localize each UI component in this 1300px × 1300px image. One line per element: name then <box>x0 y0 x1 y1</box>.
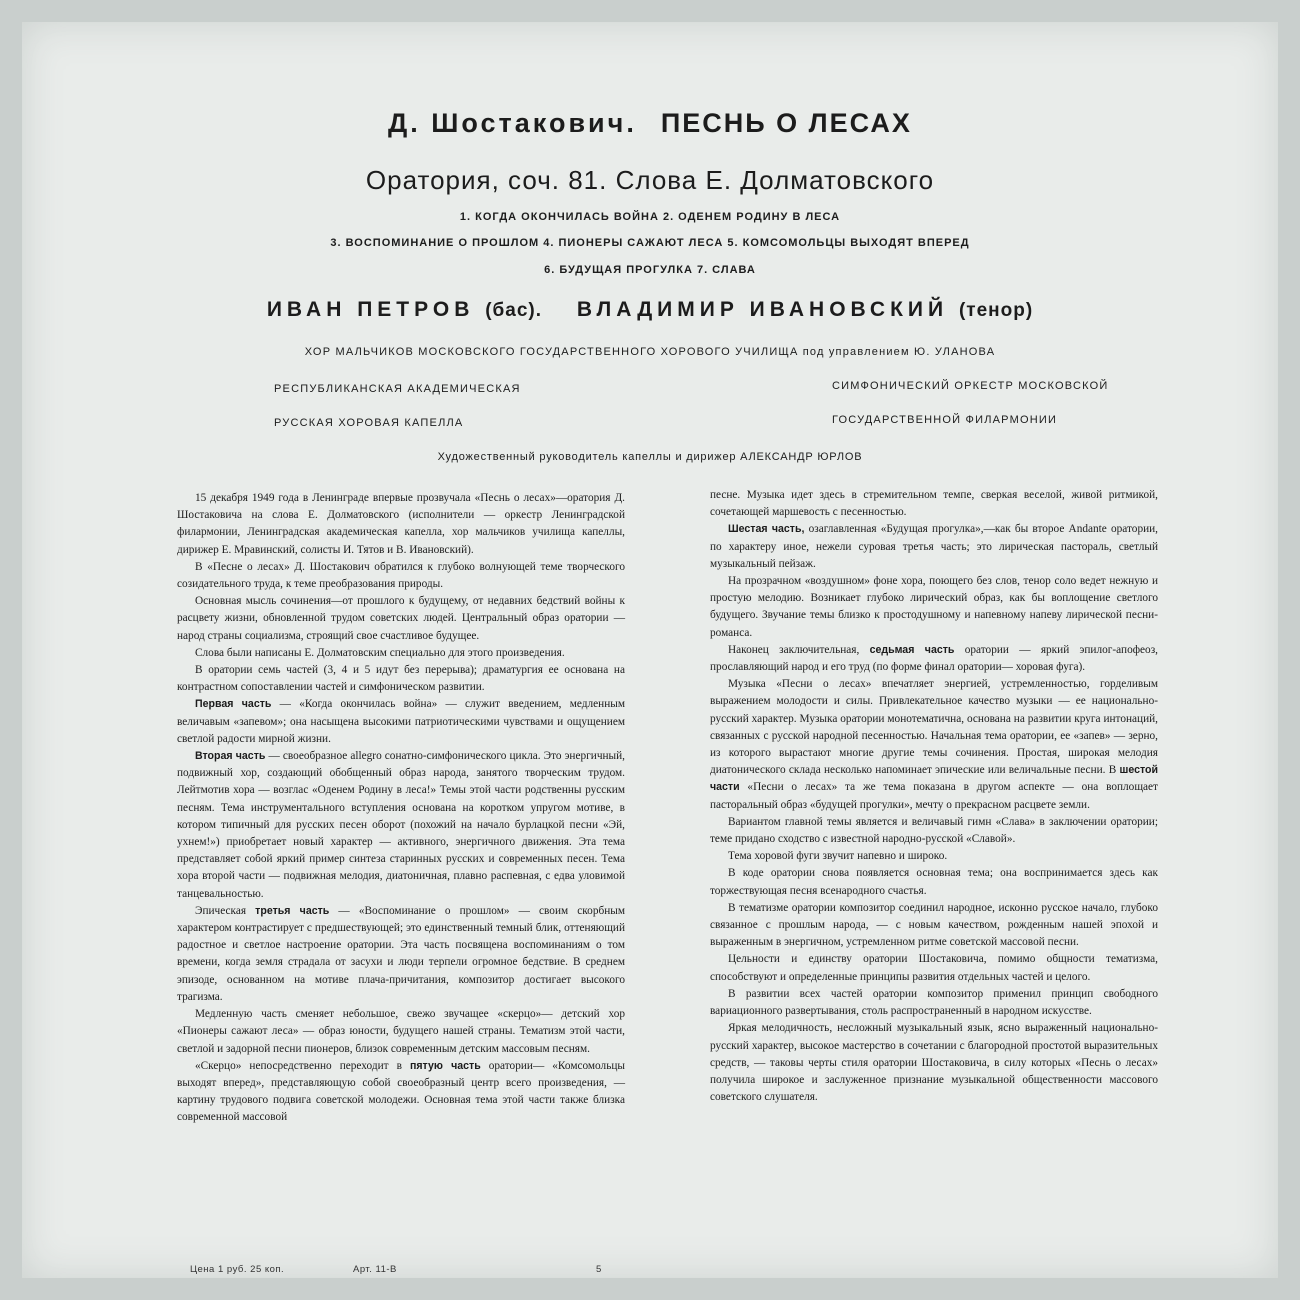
work-title: ПЕСНЬ О ЛЕСАХ <box>660 108 912 138</box>
chapel-credit-line-2: РУССКАЯ ХОРОВАЯ КАПЕЛЛА <box>274 417 464 429</box>
paragraph: «Скерцо» непосредственно переходит в пятую часть оратории— «Комсомольцы выходят вперед», представляющую собой своеобразный центр всего произведения, — картину трудового подвига советской молодежи. Основная тема этой части также близка современной массовой <box>177 1059 625 1124</box>
paragraph: Эпическая третья часть — «Воспоминание о прошлом» — своим скорбным характером контрастирует с предшествующей; это единственный темный блик, оттеняющий радостное и светлое настроение оратории. Эта часть посвящена воспоминаниям о том времени, когда земля страдала от засухи и люди терпели огромное бедствие. В среднем эпизоде, основанном на мотиве плача-причитания, композитор достигает высокого трагизма. <box>177 904 625 1003</box>
price-label: Цена 1 руб. 25 коп. <box>190 1264 285 1275</box>
parts-list-line-3: 6. БУДУЩАЯ ПРОГУЛКА 7. СЛАВА <box>544 264 756 276</box>
paragraph: песне. Музыка идет здесь в стремительном темпе, сверкая веселой, живой ритмикой, сочетающей маршевость с песенностью. <box>710 489 1158 519</box>
work-subtitle: Оратория, соч. 81. Слова Е. Долматовского <box>365 165 935 195</box>
part-label: третья часть <box>255 904 330 917</box>
paragraph: В коде оратории снова появляется основная тема; она воспринимается здесь как торжествующая песня всенародного счастья. <box>710 867 1158 897</box>
soloists <box>0 298 1300 322</box>
boys-choir-credit: ХОР МАЛЬЧИКОВ МОСКОВСКОГО ГОСУДАРСТВЕННОГО ХОРОВОГО УЧИЛИЩА под управлением Ю. УЛАНОВА <box>304 346 996 358</box>
part-label: Первая часть <box>195 698 272 711</box>
conductor-credit: Художественный руководитель капеллы и дирижер АЛЕКСАНДР ЮРЛОВ <box>437 451 863 463</box>
paragraph: В оратории семь частей (3, 4 и 5 идут без перерыва); драматургия ее основана на контрастном сопоставлении частей и симфоническом развитии. <box>177 664 625 694</box>
soloist-1-role: (бас). <box>485 300 543 321</box>
part-label: Вторая часть <box>195 750 266 763</box>
liner-notes-right-column <box>710 487 1158 1106</box>
paragraph: Шестая часть, озаглавленная «Будущая прогулка»,—как бы второе Andante оратории, по характеру иное, нежели суровая третья часть; это лирическая пастораль, светлый музыкальный пейзаж. <box>710 523 1159 570</box>
article-number: Арт. 11-В <box>353 1264 397 1275</box>
paragraph: На прозрачном «воздушном» фоне хора, поющего без слов, тенор соло ведет нежную и простую мелодию. Возникает глубоко лирический образ, как бы воплощение светлого будущего. Звучание темы близко к простодушному и напевному напеву лирической песни-романса. <box>710 575 1158 639</box>
soloist-1-name: ИВАН ПЕТРОВ <box>266 298 475 321</box>
paragraph: Вторая часть — своеобразное allegro сонатно-симфонического цикла. Это энергичный, подвижный хор, создающий обобщенный образ народа, занятого творческим трудом. Лейтмотив хора — возглас «Оденем Родину в леса!» Темы этой части родственны русским песням. Тема инструментального вступления основана на коротком упругом мотиве, в котором типичный для русских песен оборот (похожий на начало бурлацкой песни «Эй, ухнем!») приобретает новый характер — активного, энергичного движения. Эта тема представляет собой яркий пример синтеза старинных русских и современных песен. Тема хора второй части — подвижная мелодия, диатоничная, плавно распевная, с едва уловимой танцевальностью. <box>177 750 626 900</box>
page-number: 5 <box>596 1264 602 1275</box>
paragraph: Музыка «Песни о лесах» впечатляет энергией, устремленностью, горделивым выражением молодости и силы. Привлекательное качество музыки — ее национально-русский характер. Музыка оратории монотематична, основана на развитии круга интонаций, связанных с русской народной песенностью. Начальная тема оратории, ее «запев» — зерно, из которого вырастают многие другие темы сочинения. Простая, широкая мелодия диатонического склада несколько напоминает эпические или величальные песни. В шестой части «Песни о лесах» та же тема показана в другом аспекте — она воплощает пасторальный образ «будущей прогулки», мечту о прекрасном расцвете земли. <box>710 678 1158 811</box>
paragraph: Тема хоровой фуги звучит напевно и широко. <box>728 850 948 863</box>
paragraph: Цельности и единству оратории Шостаковича, помимо общности тематизма, способствуют и определенные принципы развития отдельных частей и целого. <box>710 953 1158 983</box>
soloist-2-role: (тенор) <box>958 300 1034 321</box>
orchestra-credit-line-2: ГОСУДАРСТВЕННОЙ ФИЛАРМОНИИ <box>832 414 1058 426</box>
paragraph: В тематизме оратории композитор соединил народное, исконно русское начало, глубоко связанное с прошлым народа, — с новым качеством, рожденным нашей эпохой и выраженным в энергичном, устремленном ритме советской массовой песни. <box>710 901 1158 949</box>
chapel-credit-line-1: РЕСПУБЛИКАНСКАЯ АКАДЕМИЧЕСКАЯ <box>274 383 521 395</box>
liner-notes-left-column <box>177 490 625 1127</box>
part-label: седьмая часть <box>869 643 955 656</box>
page-title <box>0 108 1300 139</box>
soloist-2-name: ВЛАДИМИР ИВАНОВСКИЙ <box>576 298 949 321</box>
paragraph: Первая часть — «Когда окончилась война» — служит введением, медленным величавым «запевом»; она насыщена высокими патриотическими чувствами и ощущением светлой радости мирной жизни. <box>177 698 625 745</box>
paragraph: Основная мысль сочинения—от прошлого к будущему, от недавних бедствий войны к расцвету жизни, обновленной трудом советских людей. Центральный образ оратории — народ страны социализма, строящий свое счастливое будущее. <box>177 595 625 642</box>
paragraph: Медленную часть сменяет небольшое, свежо звучащее «скерцо»— детский хор «Пионеры сажают леса» — образ юности, будущего нашей страны. Тематизм этой части, светлой и задорной песни пионеров, близок современным детским массовым песням. <box>177 1008 625 1055</box>
parts-list-line-1: 1. КОГДА ОКОНЧИЛАСЬ ВОЙНА 2. ОДЕНЕМ РОДИНУ В ЛЕСА <box>459 211 841 223</box>
parts-list-line-2: 3. ВОСПОМИНАНИЕ О ПРОШЛОМ 4. ПИОНЕРЫ САЖАЮТ ЛЕСА 5. КОМСОМОЛЬЦЫ ВЫХОДЯТ ВПЕРЕД <box>330 237 970 249</box>
paragraph: В развитии всех частей оратории композитор применил принцип свободного вариационного развертывания, столь распространенный в народном искусстве. <box>710 987 1158 1018</box>
paragraph: Наконец заключительная, седьмая часть оратории — яркий эпилог-апофеоз, прославляющий народ и его труд (по форме финал оратории— хоровая фуга). <box>710 643 1158 674</box>
part-label: шестой части <box>710 764 1158 794</box>
paragraph: В «Песне о лесах» Д. Шостакович обратился к глубоко волнующей теме творческого созидательного труда, к теме преобразования природы. <box>177 560 625 591</box>
part-label: Шестая часть, <box>728 523 805 536</box>
composer-name: Д. Шостакович. <box>388 108 637 138</box>
paragraph: Яркая мелодичность, несложный музыкальный язык, ясно выраженный национально-русский характер, высокое мастерство в сочетании с благородной простотой выразительных средств, — таковы черты стиля оратории Шостаковича, в силу которых «Песнь о лесах» получила широкое и заслуженное признание музыкальной общественности массового советского слушателя. <box>710 1022 1158 1104</box>
part-label: пятую часть <box>409 1059 481 1072</box>
orchestra-credit-line-1: СИМФОНИЧЕСКИЙ ОРКЕСТР МОСКОВСКОЙ <box>832 380 1109 392</box>
paragraph: Вариантом главной темы является и величавый гимн «Слава» в заключении оратории; теме придано сходство с известной народно-русской «Славой». <box>710 815 1158 846</box>
paragraph: Слова были написаны Е. Долматовским специально для этого произведения. <box>195 646 565 659</box>
paragraph: 15 декабря 1949 года в Ленинграде впервые прозвучала «Песнь о лесах»—оратория Д. Шостаковича на слова Е. Долматовского (исполнители — оркестр Ленинградской филармонии, Ленинградская академическая капелла, хор мальчиков училища капеллы, дирижер Е. Мравинский, солисты И. Тятов и В. Ивановский). <box>177 492 625 556</box>
